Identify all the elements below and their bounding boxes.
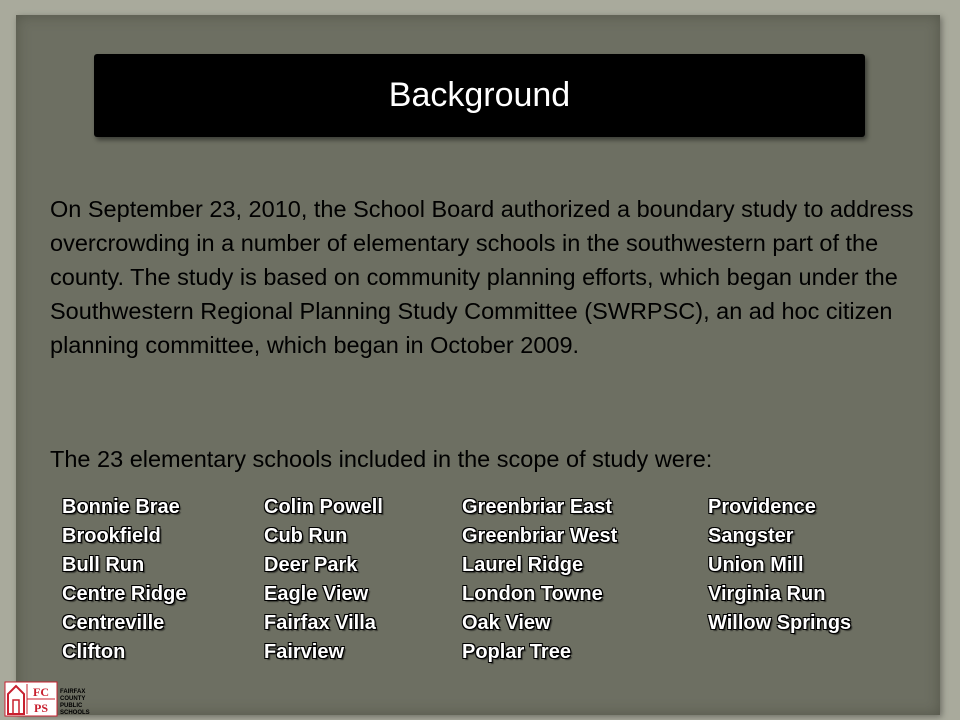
school-name: Oak View	[462, 612, 551, 634]
title-bar	[94, 54, 865, 137]
school-name: Poplar Tree	[462, 641, 571, 663]
school-column-2	[264, 493, 383, 667]
school-name: Centreville	[62, 612, 165, 634]
school-column-4	[708, 493, 851, 638]
scope-heading: The 23 elementary schools included in the scope of study were:	[50, 446, 713, 472]
school-name: Laurel Ridge	[462, 554, 584, 576]
school-name: Colin Powell	[264, 496, 383, 518]
school-column-3	[462, 493, 617, 667]
slide-title: Background	[388, 76, 571, 114]
school-name: Greenbriar West	[462, 525, 618, 547]
logo-letters-bottom: PS	[33, 701, 49, 715]
fcps-logo	[4, 680, 94, 718]
intro-text: On September 23, 2010, the School Board authorized a boundary study to address overcrowding in a number of elementary schools in the southwestern part of the county. The study is based on community planning efforts, which began under the Southwestern Regional Planning Study Committee (SWRPSC), an ad hoc citizen planning committee, which began in October 2009.	[50, 196, 914, 358]
school-name: Virginia Run	[708, 583, 826, 605]
school-name: Union Mill	[708, 554, 804, 576]
school-name: Centre Ridge	[62, 583, 187, 605]
school-name: Brookfield	[62, 525, 161, 547]
logo-name-line: PUBLIC	[60, 703, 83, 709]
logo-letters-top: FC	[33, 685, 49, 699]
school-name: Clifton	[62, 641, 126, 663]
school-name: Providence	[708, 496, 816, 518]
school-name: Greenbriar East	[462, 496, 613, 518]
logo-name-line: COUNTY	[60, 696, 86, 702]
logo-name-line: SCHOOLS	[60, 710, 90, 716]
school-name: Bull Run	[62, 554, 145, 576]
logo-name-line: FAIRFAX	[60, 689, 86, 695]
schoolhouse-logo-icon	[4, 680, 58, 718]
school-name: Sangster	[708, 525, 794, 547]
school-name: Fairfax Villa	[264, 612, 376, 634]
school-name: Fairview	[264, 641, 345, 663]
intro-paragraph	[50, 192, 920, 362]
school-name: Deer Park	[264, 554, 358, 576]
school-name: Eagle View	[264, 583, 369, 605]
school-name: Cub Run	[264, 525, 348, 547]
school-name: London Towne	[462, 583, 603, 605]
school-column-1	[62, 493, 186, 667]
school-name: Willow Springs	[708, 612, 852, 634]
logo-name	[60, 689, 90, 717]
school-name: Bonnie Brae	[62, 496, 180, 518]
